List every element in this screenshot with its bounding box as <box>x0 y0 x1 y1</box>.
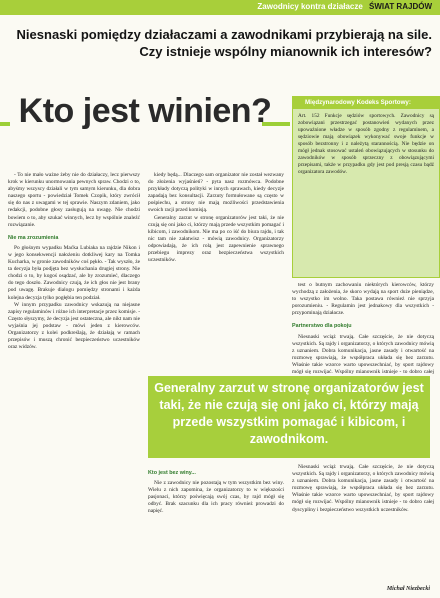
intro-paragraph: - To nie mało ważne żeby nie do działaczy, lecz pierwszy krok w kierunku unormowania pewnych spraw. Chodzi o to, abyśmy wszyscy działali w tym samym kierunku, dla dobra naszego sportu - powiedział Tomek Czopik, który zwrócił się do nas z uwagami w tej sprawie. Naszym zdaniem, jako redakcji, podobne głosy zasługują na uwagę. Nie chodzi bowiem o to, aby szukać winnych, lecz by wspólnie znaleźć rozwiązanie. <box>8 172 140 228</box>
pull-quote <box>148 376 430 458</box>
paragraph: Niesnaski wciąż trwają. Całe szczęście, że nie dotyczą wszystkich. Są rajdy i organizatorzy, o których zawodnicy mówią z uznaniem. Dobra komunikacja, jasne zasady i otwartość na rozmowę sprawiają, że współpraca układa się bez zarzutu. Właśnie takie wzorce warto upowszechniać, by sport rajdowy mógł się rozwijać. Wspólny mianownik istnieje - to dobro całej <box>292 333 434 376</box>
sidebar-title: Międzynarodowy Kodeks Sportowy: <box>293 97 439 109</box>
sidebar-text: Art. 152 Funkcje sędziów sportowych. Zawodnicy są zobowiązani przestrzegać postanowień wydanych przez upoważnione władze w sposób zgodny z regulaminem, a sędziowie mają obowiązek wykonywać swoje funkcje w sposób bezstronny i z należytą starannością. Nie będzie on mógł jednak stosować ustaleń obowiązujących w stosunku do zawodników w sposób sprzeczny z obowiązującymi przepisami, także w przypadku gdy jest pod presją czasu bądź organizatora zawodów. <box>298 113 434 175</box>
paragraph: Nie z zawodnicy nie pozostają w tym wszystkim bez winy. Wielu z nich zapomina, że organizatorzy to w większości pasjonaci, którzy poświęcają swój czas, by rajd mógł się odbyć. Brak szacunku dla ich pracy również prowadzi do napięć. <box>148 480 284 515</box>
subheading-3: Kto jest bez winy... <box>148 470 196 476</box>
lead-paragraph: Niesnaski pomiędzy działaczami a zawodnikami przybierają na sile. Czy istnieje wspólny mianownik ich interesów? <box>16 27 432 59</box>
section-label: Zawodnicy kontra działacze <box>257 2 363 11</box>
column-1 <box>8 172 140 592</box>
article-title: Kto jest winien? <box>18 92 272 130</box>
pull-quote-text: Generalny zarzut w stronę organizatorów jest taki, że nie czują się oni jako ci, którzy mają przede wszystkim pomagać i kibicom, i zawodnikom. <box>154 381 424 446</box>
paragraph: W innym przypadku zawodnicy wskazują na niejasne zapisy regulaminów i różne ich interpretacje przez komisje. - Często słyszymy, że decyzja jest ostateczna, ale nikt nam nie wyjaśnia jej podstaw - mówi jeden z kierowców. Organizatorzy z kolei podkreślają, że działają w ramach przepisów i muszą chronić bezpieczeństwo uczestników oraz widzów. <box>8 301 140 351</box>
subheading-2: Partnerstwo dla pokoju <box>292 323 352 330</box>
column-2 <box>148 172 284 372</box>
paragraph: Niesnaski wciąż trwają. Całe szczęście, że nie dotyczą wszystkich. Są rajdy i organizatorzy, o których zawodnicy mówią z uznaniem. Dobra komunikacja, jasne zasady i otwartość na rozmowę sprawiają, że współpraca układa się bez zarzutu. Właśnie takie wzorce warto upowszechniać, by sport rajdowy mógł się rozwijać. Wspólny mianownik istnieje - to dobro całej dyscypliny i bezpieczeństwo wszystkich uczestników. <box>292 464 434 513</box>
subheading-1: Nie ma zrozumienia <box>8 234 59 241</box>
magazine-name: ŚWIAT RAJDÓW <box>369 2 432 11</box>
sidebar-box <box>292 96 440 278</box>
column-2-bottom <box>148 464 284 594</box>
column-3-top <box>292 282 434 376</box>
paragraph: Generalny zarzut w stronę organizatorów jest taki, że nie czują się oni jako ci, którzy mają przede wszystkim pomagać i kibicom, i zawodnikom. Nie ma po co iść do biura rajdu, i tak nic tam nie załatwisz - mówią zawodnicy. Organizatorzy odpowiadają, że ich rolą jest zapewnienie sprawnego przebiegu imprezy oraz bezpieczeństwa wszystkich uczestników. <box>148 214 284 264</box>
running-header <box>257 2 432 11</box>
column-3-bottom <box>292 464 434 582</box>
paragraph: Po głośnym wypadku Maćka Lubiaka na rajdzie Nikon i w jego konsekwencji nałożeniu dotkliwej kary na Tomka Kucharka, w gronie zawodników coś pękło. - Tak wyszło, że ta decyzja była podjęta bez wysłuchania drugiej strony. Nie chodzi o to, by kogoś osądzać, ale by zrozumieć, dlaczego do tego doszło. Zawodnicy czują, że ich głos nie jest brany pod uwagę. Brakuje dialogu pomiędzy stronami i każda kolejna decyzja tylko pogłębia ten podział. <box>8 244 140 301</box>
paragraph: kiedy będą... Dlaczego sam organizator nie został wezwany do złożenia wyjaśnień? - pyta nasz rozmówca. Podobne przykłady dotyczą polityki w innych sprawach, kiedy decyzje zapadają bez konsultacji. Zarzuty formułowane są często w pośpiechu, a strony nie mają możliwości przedstawienia swoich racji przed komisją. <box>148 172 284 214</box>
author-signature: Michał Niezbecki <box>386 586 430 592</box>
paragraph: test o butnym zachowaniu niektórych kierowców, którzy wychodzą z założenia, że skoro wydają na sport duże pieniądze, to wszystko im wolno. Taka postawa również nie sprzyja porozumieniu. - Regulamin jest jednakowy dla wszystkich - przypominają działacze. <box>292 282 434 317</box>
